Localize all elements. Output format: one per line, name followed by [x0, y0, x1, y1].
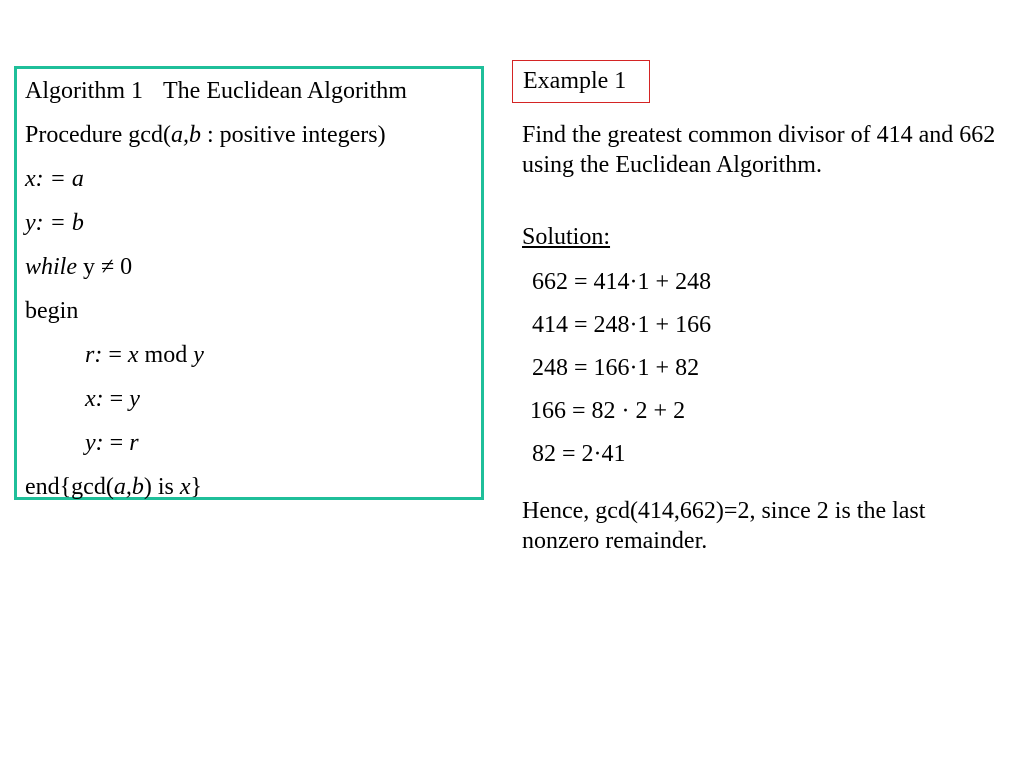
loop-y-rhs: r — [129, 430, 139, 456]
assign-x-var: x: — [25, 166, 44, 192]
algorithm-title-line — [25, 77, 407, 105]
conclusion-text: Hence, gcd(414,662)=2, since 2 is the last nonzero remainder. — [522, 498, 926, 554]
problem-statement: Find the greatest common divisor of 414 and 662 using the Euclidean Algorithm. — [522, 122, 996, 178]
while-keyword: while — [25, 254, 77, 280]
mod-eq: = — [102, 342, 128, 368]
begin-line — [25, 297, 78, 325]
assign-x-rest: = a — [43, 166, 84, 192]
assign-x-line — [25, 165, 84, 193]
loop-x-line — [85, 385, 140, 413]
loop-y-line — [85, 429, 139, 457]
end-args: a,b — [113, 474, 144, 500]
mod-x: x — [127, 342, 139, 368]
example-label: Example 1 — [523, 68, 627, 94]
equation-5: 82 = 2·41 — [532, 441, 626, 467]
equation-3: 248 = 166·1 + 82 — [532, 355, 700, 381]
assign-y-var: y: — [25, 210, 44, 236]
loop-x-rhs: y — [129, 386, 140, 412]
procedure-line — [25, 121, 386, 149]
procedure-rest: : positive integers) — [200, 122, 386, 148]
begin-keyword: begin — [25, 298, 79, 324]
mod-lhs: r: — [85, 342, 103, 368]
solution-label: Solution: — [522, 224, 611, 250]
loop-y-lhs: y: — [85, 430, 104, 456]
end-close: } — [190, 474, 203, 500]
example-label-box — [512, 60, 650, 103]
algorithm-box — [14, 66, 484, 500]
loop-x-eq: = — [103, 386, 130, 412]
procedure-args: a,b — [170, 122, 201, 148]
mod-line — [85, 341, 204, 369]
end-x: x — [179, 474, 191, 500]
loop-y-eq: = — [103, 430, 130, 456]
algorithm-header: Algorithm 1 — [25, 78, 143, 104]
mod-word: mod — [138, 342, 194, 368]
assign-y-rest: = b — [43, 210, 84, 236]
equation-2: 414 = 248·1 + 166 — [532, 312, 712, 338]
mod-y: y — [193, 342, 204, 368]
end-word: end{gcd( — [25, 474, 114, 500]
procedure-word: Procedure gcd( — [25, 122, 171, 148]
loop-x-lhs: x: — [85, 386, 104, 412]
equation-4: 166 = 82 · 2 + 2 — [530, 398, 686, 424]
end-mid: ) is — [143, 474, 180, 500]
assign-y-line — [25, 209, 84, 237]
equation-1: 662 = 414·1 + 248 — [532, 269, 712, 295]
end-line — [25, 473, 202, 501]
algorithm-title: The Euclidean Algorithm — [163, 78, 407, 104]
while-condition: y ≠ 0 — [77, 254, 133, 280]
while-line — [25, 253, 132, 281]
